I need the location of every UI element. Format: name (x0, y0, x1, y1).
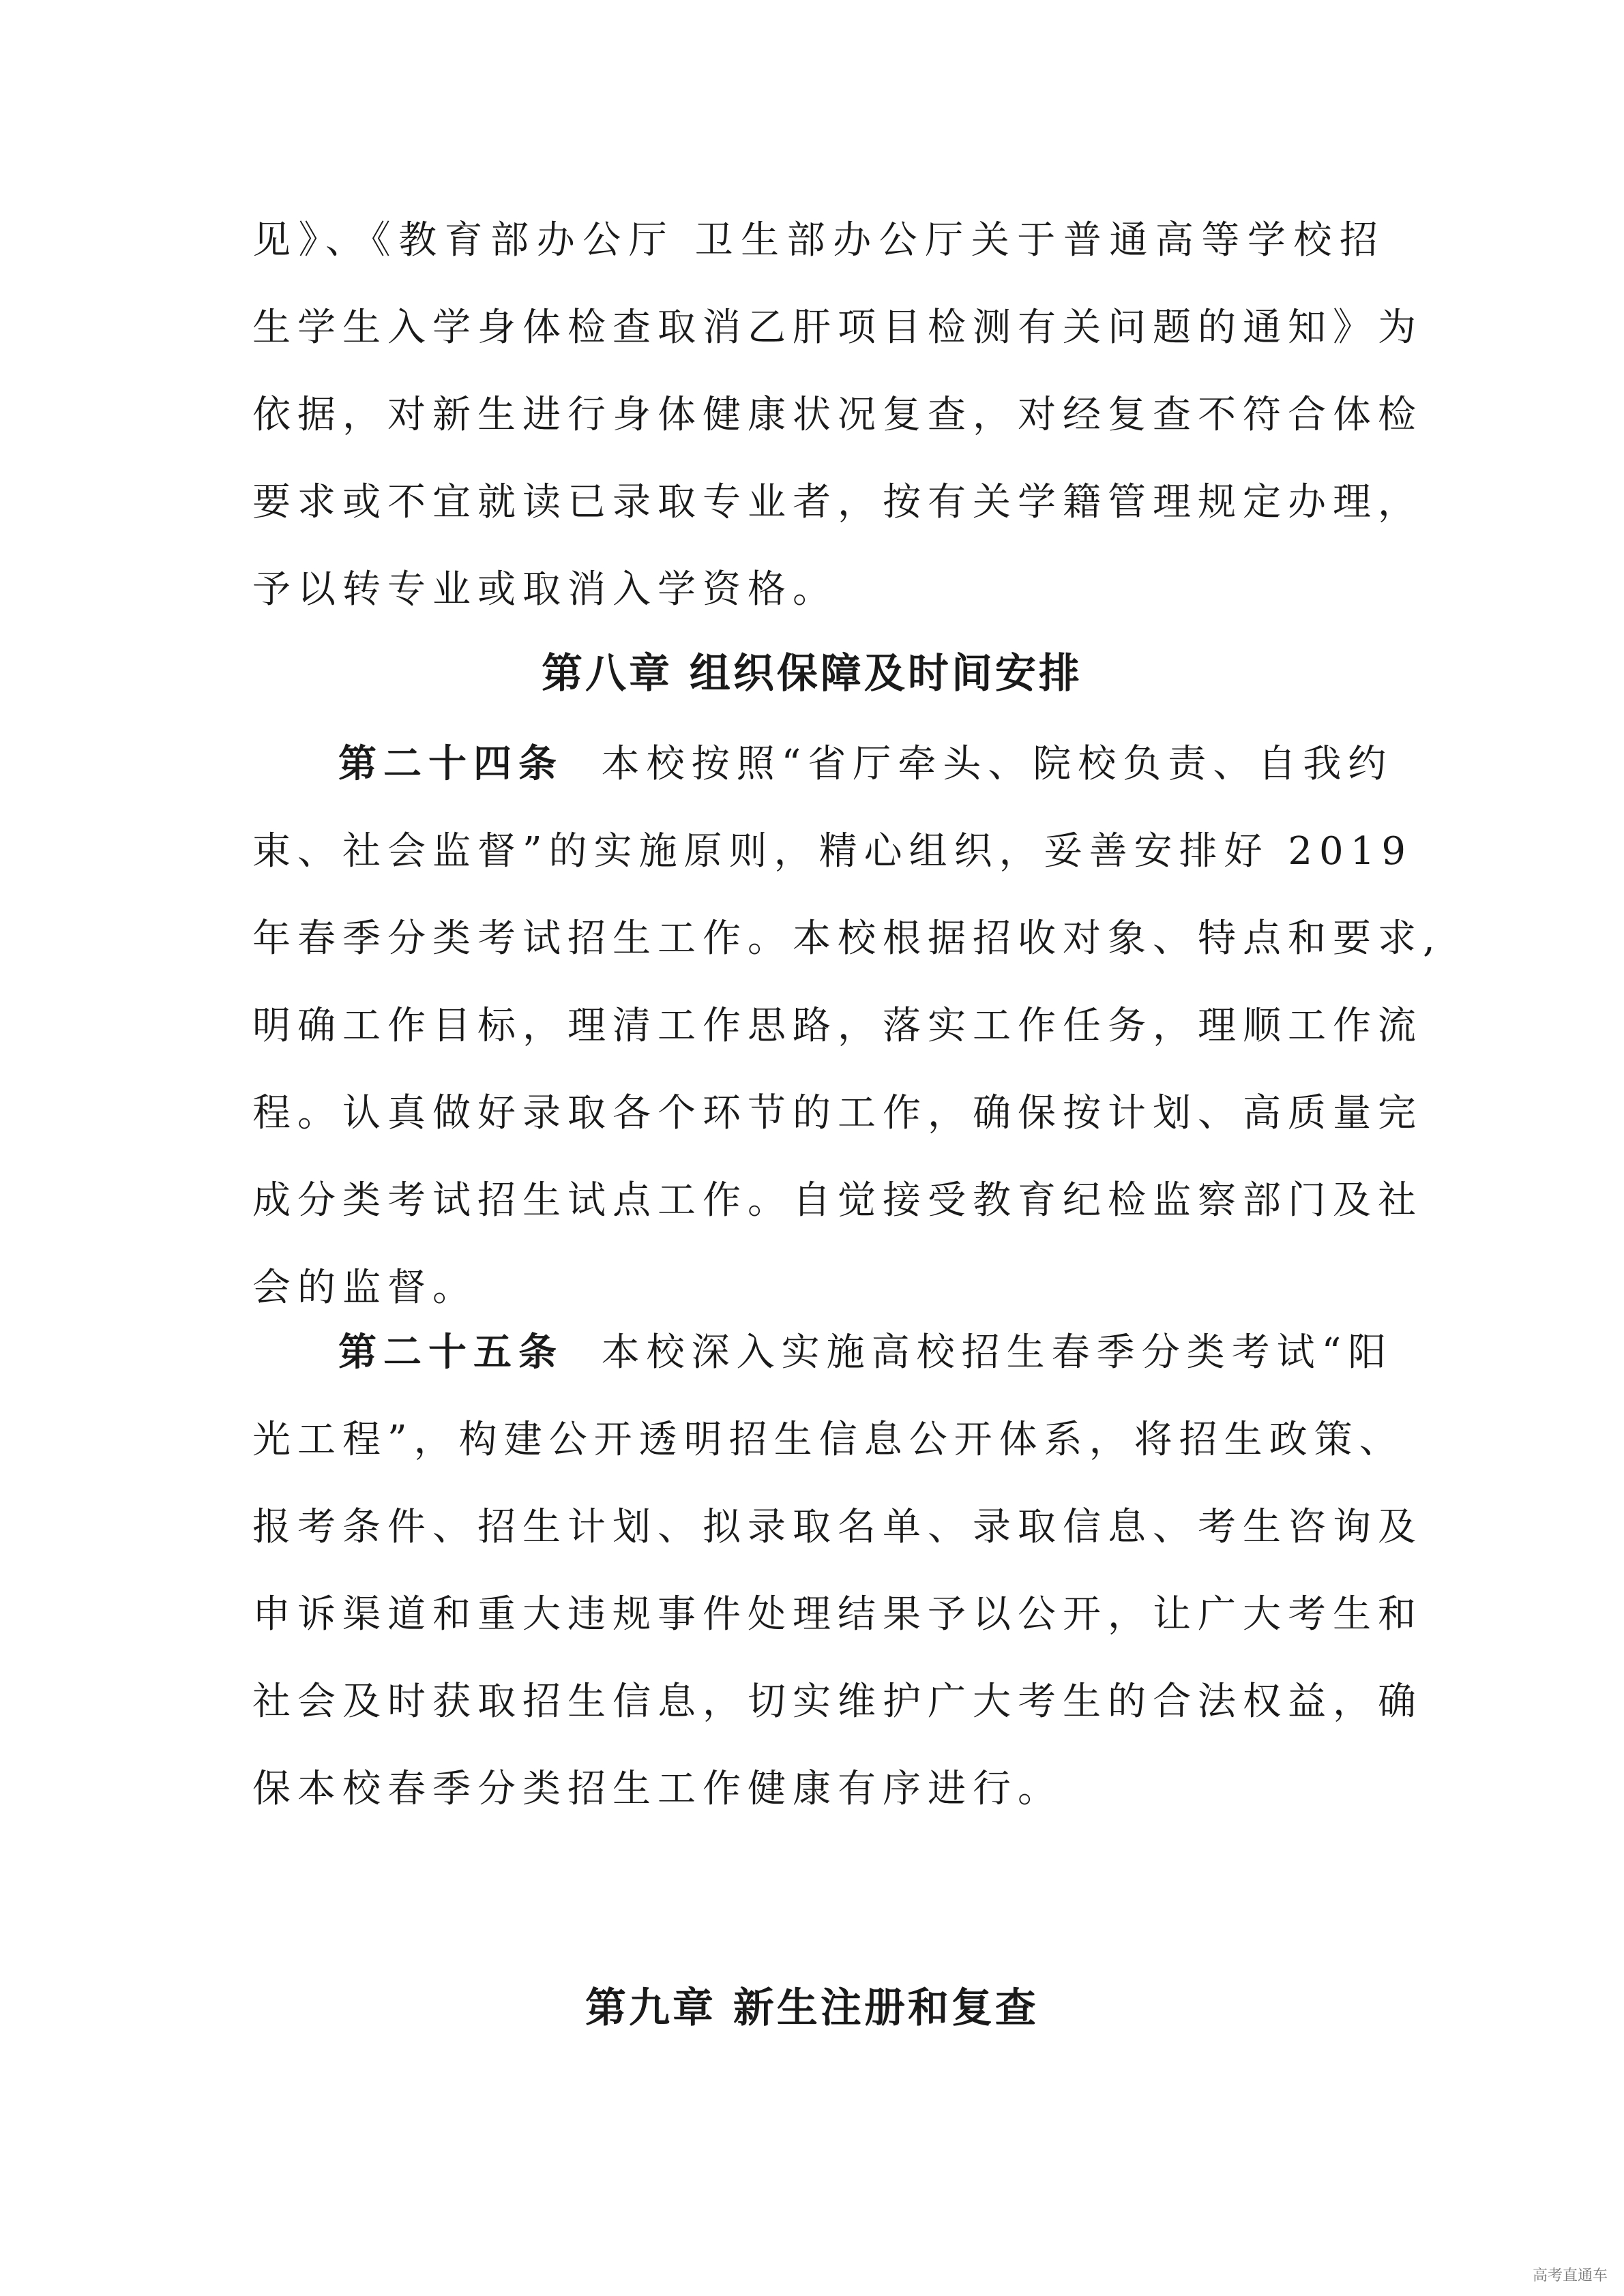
paragraph-line: 会的监督。 (252, 1266, 477, 1310)
paragraph-line: 社会及时获取招生信息，切实维护广大考生的合法权益，确 (252, 1680, 1423, 1724)
article-24 (252, 721, 1442, 1332)
paragraph-line: 生学生入学身体检查取消乙肝项目检测有关问题的通知》为 (252, 305, 1423, 350)
paragraph-line: 成分类考试招生试点工作。自觉接受教育纪检监察部门及社 (252, 1178, 1423, 1223)
paragraph-line: 明确工作目标，理清工作思路，落实工作任务，理顺工作流 (252, 1004, 1423, 1048)
watermark-text: 高考直通车 (1532, 2267, 1608, 2284)
article-25 (252, 1309, 1423, 1833)
paragraph-line: 见》、《教育部办公厅 卫生部办公厅关于普通高等学校招 (252, 218, 1385, 263)
paragraph-line: 束、社会监督”的实施原则，精心组织，妥善安排好 2019 (252, 829, 1413, 874)
article-25-first-line (252, 1309, 1393, 1397)
paragraph-line: 要求或不宜就读已录取专业者，按有关学籍管理规定办理， (252, 480, 1423, 524)
paragraph-line: 报考条件、招生计划、拟录取名单、录取信息、考生咨询及 (252, 1505, 1423, 1549)
paragraph-line: 申诉渠道和重大违规事件处理结果予以公开，让广大考生和 (252, 1592, 1423, 1637)
article-25-first-line-text: 本校深入实施高校招生春季分类考试“阳 (601, 1330, 1393, 1375)
paragraph-line: 保本校春季分类招生工作健康有序进行。 (252, 1767, 1063, 1811)
chapter-9-title: 第九章 新生注册和复查 (585, 1984, 1039, 2032)
article-24-first-line-text: 本校按照“省厅牵头、院校负责、自我约 (601, 742, 1393, 786)
paragraph-line: 予以转专业或取消入学资格。 (252, 567, 838, 612)
paragraph-line: 年春季分类考试招生工作。本校根据招收对象、特点和要求, (252, 916, 1442, 961)
article-25-label: 第二十五条 (338, 1330, 563, 1375)
paragraph-line: 程。认真做好录取各个环节的工作，确保按计划、高质量完 (252, 1091, 1423, 1135)
chapter-8-title: 第八章 组织保障及时间安排 (542, 650, 1082, 698)
paragraph-line: 依据，对新生进行身体健康状况复查，对经复查不符合体检 (252, 393, 1423, 437)
article-24-label: 第二十四条 (338, 742, 563, 786)
paragraph-continuation (252, 197, 1423, 633)
article-24-first-line (252, 721, 1393, 808)
paragraph-line: 光工程”，构建公开透明招生信息公开体系，将招生政策、 (252, 1418, 1404, 1462)
